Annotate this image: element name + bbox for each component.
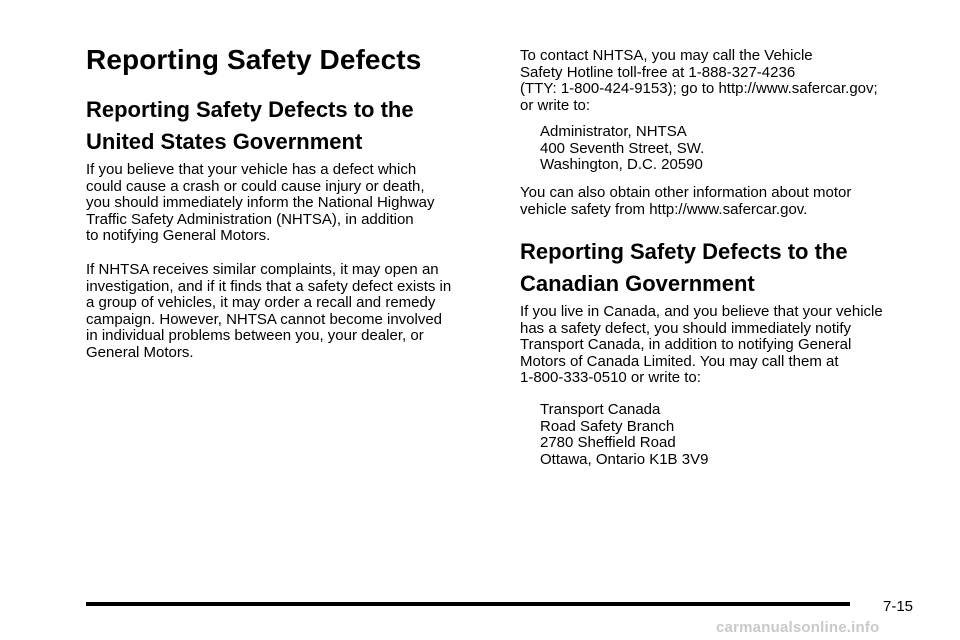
text-line: If NHTSA receives similar complaints, it may open an [86, 261, 439, 278]
address-line: Washington, D.C. 20590 [540, 156, 703, 173]
page-title: Reporting Safety Defects [86, 44, 422, 75]
transport-canada-address [540, 402, 708, 468]
section-heading-canadian-government [520, 236, 848, 300]
heading-line: Canadian Government [520, 271, 755, 296]
heading-line: United States Government [86, 129, 363, 154]
text-line: a group of vehicles, it may order a recall and remedy [86, 294, 436, 311]
heading-line: Reporting Safety Defects to the [520, 239, 848, 264]
paragraph-nhtsa-investigation [86, 262, 451, 361]
text-line: Safety Hotline toll-free at 1-888-327-4236 [520, 63, 796, 81]
text-line: campaign. However, NHTSA cannot become involved [86, 310, 443, 328]
address-line: Road Safety Branch [540, 417, 675, 435]
address-line: Ottawa, Ontario K1B 3V9 [540, 450, 709, 468]
text-line: You can also obtain other information about motor [520, 184, 852, 201]
address-line: Transport Canada [540, 401, 661, 418]
paragraph-contact-nhtsa [520, 48, 878, 114]
text-line: If you believe that your vehicle has a defect which [86, 161, 417, 178]
text-line: Motors of Canada Limited. You may call them at [520, 352, 839, 370]
watermark-text: carmanualsonline.info [716, 619, 880, 636]
text-line: General Motors. [86, 343, 194, 361]
text-line: could cause a crash or could cause injury or death, [86, 177, 425, 195]
text-line: Traffic Safety Administration (NHTSA), in addition [86, 210, 414, 228]
paragraph-inform-nhtsa [86, 162, 435, 245]
address-line: Administrator, NHTSA [540, 123, 687, 140]
footer-rule [86, 602, 850, 606]
text-line: vehicle safety from http://www.safercar.gov. [520, 200, 808, 218]
paragraph-canada-notify [520, 304, 883, 387]
text-line: investigation, and if it finds that a safety defect exists in [86, 277, 452, 295]
text-line: To contact NHTSA, you may call the Vehicle [520, 47, 813, 64]
address-line: 2780 Sheffield Road [540, 434, 676, 451]
text-line: you should immediately inform the National Highway [86, 194, 435, 211]
text-line: 1-800-333-0510 or write to: [520, 369, 701, 386]
section-heading-us-government [86, 94, 414, 158]
text-line: has a safety defect, you should immediately notify [520, 319, 852, 337]
nhtsa-mailing-address [540, 124, 704, 174]
address-line: 400 Seventh Street, SW. [540, 139, 705, 157]
text-line: to notifying General Motors. [86, 227, 271, 244]
paragraph-more-info [520, 185, 851, 218]
page-number: 7-15 [883, 598, 914, 615]
text-line: (TTY: 1-800-424-9153); go to http://www.safercar.gov; [520, 80, 878, 97]
text-line: in individual problems between you, your dealer, or [86, 327, 424, 344]
text-line: If you live in Canada, and you believe that your vehicle [520, 303, 883, 320]
text-line: or write to: [520, 96, 591, 114]
text-line: Transport Canada, in addition to notifying General [520, 336, 852, 353]
heading-line: Reporting Safety Defects to the [86, 97, 414, 122]
